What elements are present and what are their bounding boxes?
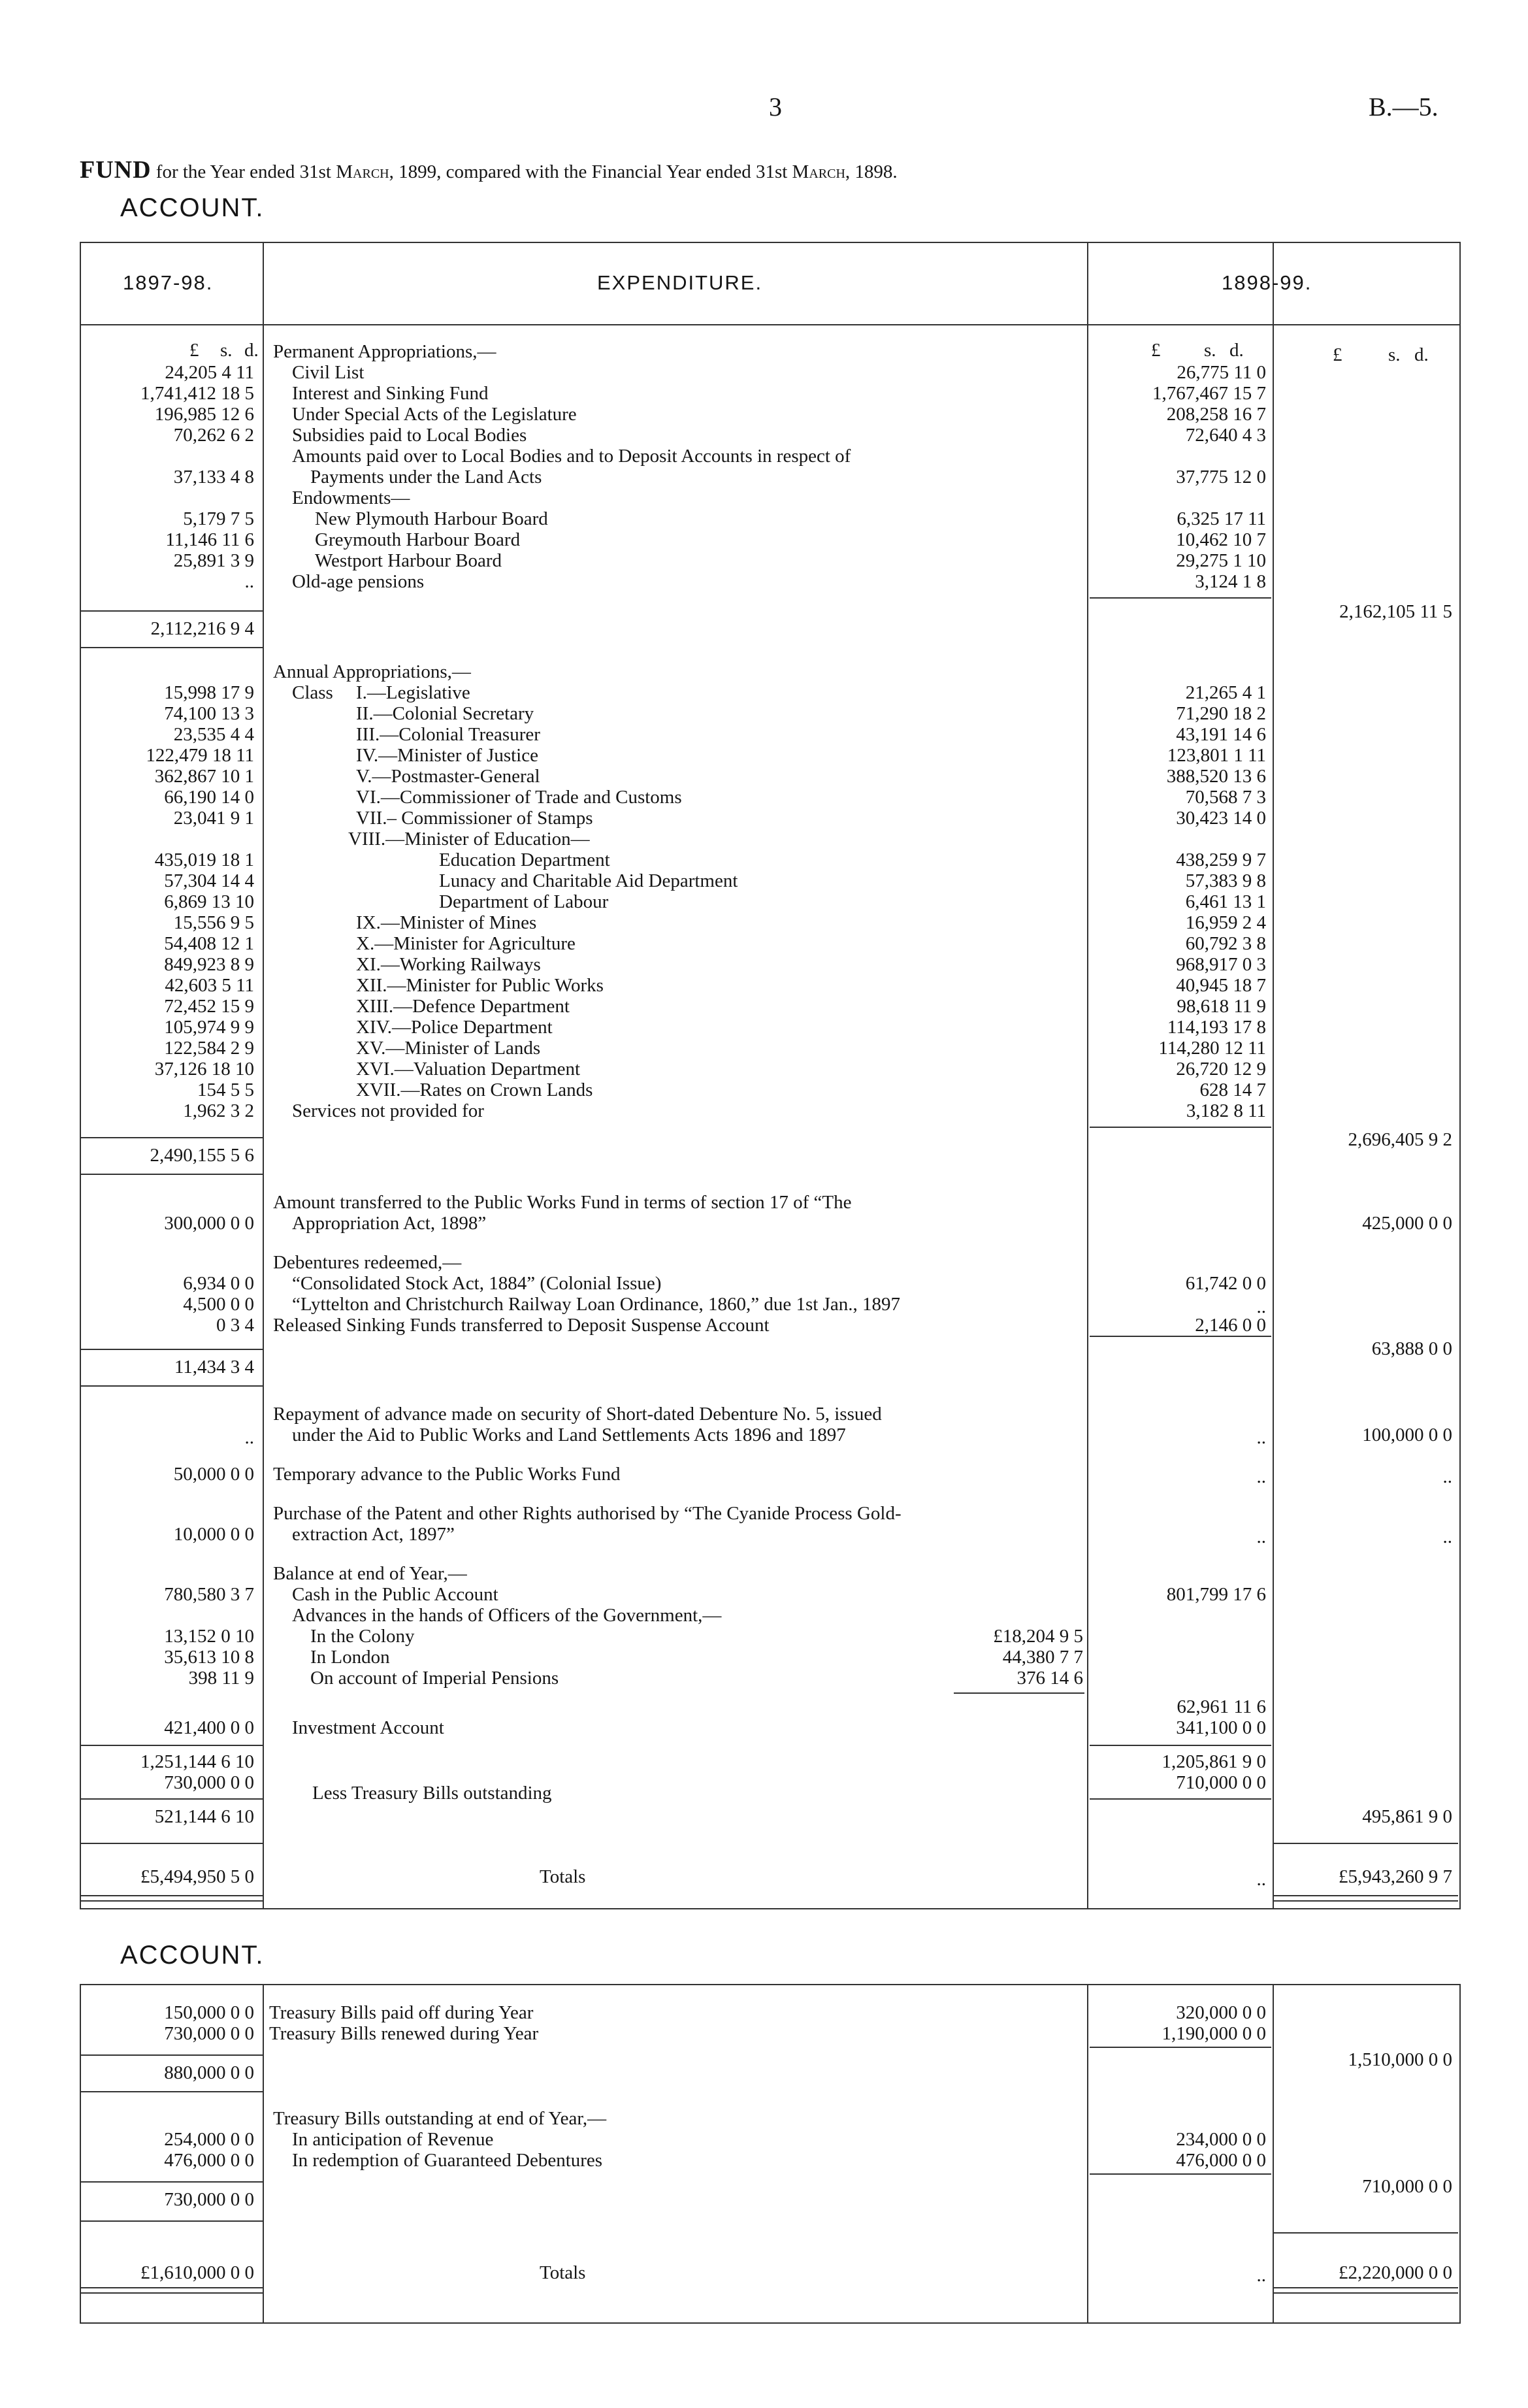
amount-1899: 71,290 18 2 (1176, 703, 1266, 724)
fund-word: FUND (80, 156, 152, 184)
row-label: IX.—Minister of Mines (356, 912, 537, 933)
subtotal-1897: 880,000 0 0 (164, 2062, 254, 2083)
total-rule (80, 1895, 263, 1902)
amount-1899: 62,961 11 6 (1177, 1696, 1266, 1717)
subtitle-march-2: March (792, 161, 845, 182)
subtotal-rule (1090, 2173, 1271, 2175)
section-heading-account: ACCOUNT. (120, 193, 265, 222)
row-label: New Plymouth Harbour Board (315, 508, 548, 529)
amount-1899: 801,799 17 6 (1166, 1584, 1266, 1605)
amount-1897: 15,998 17 9 (164, 682, 254, 703)
subtotal-rule (80, 610, 263, 612)
amount-1897: 5,179 7 5 (183, 508, 254, 529)
amount-1897: 1,962 3 2 (183, 1100, 254, 1121)
amount-1897: 15,556 9 5 (173, 912, 254, 933)
amount-1899: 341,100 0 0 (1176, 1717, 1266, 1738)
total-1899: £2,220,000 0 0 (1339, 2262, 1452, 2283)
amount-1899: 388,520 13 6 (1166, 766, 1266, 787)
row-label: Subsidies paid to Local Bodies (292, 425, 527, 446)
subtotal-rule (80, 2181, 263, 2183)
amount-1897: 476,000 0 0 (164, 2150, 254, 2171)
totals-label: Totals (540, 1866, 586, 1887)
subtitle-pre: for the Year ended 31st (155, 161, 331, 182)
page-title (80, 156, 898, 184)
amount-1899: 26,775 11 0 (1177, 362, 1266, 383)
amount-1897: .. (244, 1427, 254, 1448)
row-label: II.—Colonial Secretary (356, 703, 534, 724)
row-label: Westport Harbour Board (315, 550, 502, 571)
row-label: Amounts paid over to Local Bodies and to Deposit Accounts in respect of (292, 446, 851, 467)
subtotal-rule (1274, 1843, 1458, 1844)
class-word: Class (292, 682, 333, 703)
row-label: V.—Postmaster-General (356, 766, 540, 787)
header-rule (80, 324, 1459, 325)
amount-1897: 72,452 15 9 (164, 996, 254, 1017)
amount-1897: 196,985 12 6 (154, 404, 254, 425)
subtotal-rule (80, 1349, 263, 1350)
amount-1897: 6,934 0 0 (183, 1273, 254, 1294)
row-label: Released Sinking Funds transferred to Deposit Suspense Account (273, 1315, 770, 1336)
section-label-permanent: Permanent Appropriations,— (273, 341, 496, 362)
total-rule (1274, 2287, 1458, 2294)
row-label: In the Colony (310, 1626, 415, 1647)
unit-pence: d. (1414, 344, 1429, 365)
amount-1897: 4,500 0 0 (183, 1294, 254, 1315)
subtotal-1899: 495,861 9 0 (1362, 1806, 1452, 1827)
row-label: Civil List (292, 362, 365, 383)
row-label: X.—Minister for Agriculture (356, 933, 576, 954)
subtotal-1899: 2,162,105 11 5 (1339, 601, 1452, 622)
amount-1897: 50,000 0 0 (173, 1464, 254, 1485)
totals-label: Totals (540, 2262, 586, 2283)
column-header-expenditure: EXPENDITURE. (597, 271, 763, 294)
row-label: Greymouth Harbour Board (315, 529, 521, 550)
row-label: Under Special Acts of the Legislature (292, 404, 577, 425)
inner-amount: 44,380 7 7 (1002, 1647, 1083, 1668)
amount-1899: 60,792 3 8 (1185, 933, 1266, 954)
row-label: extraction Act, 1897” (292, 1524, 455, 1545)
amount-1899: 320,000 0 0 (1176, 2002, 1266, 2023)
unit-shillings: s. (220, 340, 233, 361)
amount-1899: 123,801 1 11 (1167, 745, 1266, 766)
amount-1899: 234,000 0 0 (1176, 2129, 1266, 2150)
subtotal-rule (1274, 2232, 1458, 2234)
row-label: Balance at end of Year,— (273, 1563, 467, 1584)
subtotal-1897: 2,112,216 9 4 (150, 618, 254, 639)
amount-1899: 61,742 0 0 (1185, 1273, 1266, 1294)
amount-1897: 780,580 3 7 (164, 1584, 254, 1605)
amount-1897: 105,974 9 9 (164, 1017, 254, 1038)
subtotal-rule (1090, 1745, 1271, 1746)
amount-1897: 25,891 3 9 (173, 550, 254, 571)
amount-1899: .. (1256, 1427, 1266, 1448)
inner-amount: 376 14 6 (1016, 1668, 1083, 1689)
amount-1899: 6,325 17 11 (1177, 508, 1266, 529)
subtotal-rule (80, 1798, 263, 1800)
subtotal-rule (80, 2054, 263, 2056)
amount-1897: 37,126 18 10 (154, 1059, 254, 1080)
row-label: XVII.—Rates on Crown Lands (356, 1080, 593, 1100)
amount-1897: 362,867 10 1 (154, 766, 254, 787)
unit-pound: £ (1333, 344, 1342, 365)
row-label: IV.—Minister of Justice (356, 745, 538, 766)
row-label: “Consolidated Stock Act, 1884” (Colonial Issue) (292, 1273, 662, 1294)
subtitle-mid: , 1899, compared with the Financial Year ended 31st (389, 161, 788, 182)
row-label: Lunacy and Charitable Aid Department (439, 870, 738, 891)
total-1899-inner: .. (1256, 2265, 1266, 2286)
page-number: 3 (769, 92, 782, 122)
amount-1899: 70,568 7 3 (1185, 787, 1266, 808)
subtotal-rule (1090, 2047, 1271, 2048)
amount-1897: 42,603 5 11 (165, 975, 254, 996)
amount-1897: 421,400 0 0 (164, 1717, 254, 1738)
column-divider (1273, 1984, 1274, 2322)
row-label: Repayment of advance made on security of Short-dated Debenture No. 5, issued (273, 1404, 882, 1425)
row-label: Education Department (439, 849, 610, 870)
subtotal-1899: 63,888 0 0 (1371, 1338, 1452, 1359)
row-label: In anticipation of Revenue (292, 2129, 494, 2150)
subtitle-march-1: March (336, 161, 389, 182)
amount-1899: 3,182 8 11 (1186, 1100, 1266, 1121)
row-label: under the Aid to Public Works and Land Settlements Acts 1896 and 1897 (292, 1425, 846, 1445)
amount-1897: 730,000 0 0 (164, 2023, 254, 2044)
amount-1897: 1,251,144 6 10 (140, 1751, 254, 1772)
subtotal-rule (1090, 597, 1271, 599)
amount-1897: 150,000 0 0 (164, 2002, 254, 2023)
unit-pence: d. (1229, 340, 1244, 361)
amount-1897: 23,535 4 4 (173, 724, 254, 745)
subtotal-1897: 521,144 6 10 (154, 1806, 254, 1827)
amount-1897: 54,408 12 1 (164, 933, 254, 954)
row-label: I.—Legislative (356, 682, 470, 703)
row-label: VIII.—Minister of Education— (348, 829, 590, 849)
row-label: Interest and Sinking Fund (292, 383, 489, 404)
amount-1897: 154 5 5 (197, 1080, 254, 1100)
row-label: Appropriation Act, 1898” (292, 1213, 487, 1234)
unit-pound: £ (189, 340, 199, 361)
column-divider (1273, 242, 1274, 1908)
subtotal-rule (80, 2091, 263, 2092)
row-label: XVI.—Valuation Department (356, 1059, 581, 1080)
amount-1899: 968,917 0 3 (1176, 954, 1266, 975)
subtotal-1897: 730,000 0 0 (164, 2189, 254, 2210)
subtotal-rule (80, 647, 263, 648)
column-header-1899: 1898-99. (1222, 271, 1312, 294)
section-heading-account: ACCOUNT. (120, 1941, 265, 1970)
amount-1899: 6,461 13 1 (1185, 891, 1266, 912)
subtotal-rule (80, 1385, 263, 1387)
row-label: In London (310, 1647, 390, 1668)
amount-1899: 16,959 2 4 (1185, 912, 1266, 933)
amount-1897: 23,041 9 1 (173, 808, 254, 829)
row-label: Debentures redeemed,— (273, 1252, 462, 1273)
subtotal-rule (80, 1137, 263, 1138)
row-label: Treasury Bills outstanding at end of Year,— (273, 2108, 607, 2129)
unit-shillings: s. (1388, 344, 1401, 365)
amount-1897: 0 3 4 (216, 1315, 254, 1336)
column-header-1897: 1897-98. (123, 271, 214, 294)
column-divider (263, 1984, 264, 2322)
amount-1899: 2,146 0 0 (1195, 1315, 1266, 1336)
row-label: Treasury Bills renewed during Year (269, 2023, 539, 2044)
column-divider (263, 242, 264, 1908)
row-label: “Lyttelton and Christchurch Railway Loan Ordinance, 1860,” due 1st Jan., 1897 (292, 1294, 901, 1315)
row-label: Investment Account (292, 1717, 444, 1738)
amount-1899: .. (1256, 1296, 1266, 1317)
row-label: III.—Colonial Treasurer (356, 724, 540, 745)
amount-1897: 730,000 0 0 (164, 1772, 254, 1793)
amount-1899: 21,265 4 1 (1185, 682, 1266, 703)
amount-1897: .. (244, 571, 254, 592)
amount-1899: 72,640 4 3 (1185, 425, 1266, 446)
inner-amount: £18,204 9 5 (993, 1626, 1083, 1647)
document-reference: B.—5. (1369, 92, 1439, 122)
amount-1899: 43,191 14 6 (1176, 724, 1266, 745)
amount-1897: 849,923 8 9 (164, 954, 254, 975)
subtotal-1899: 2,696,405 9 2 (1348, 1129, 1452, 1150)
amount-1899: 29,275 1 10 (1176, 550, 1266, 571)
subtotal-rule (80, 2220, 263, 2222)
unit-pence: d. (244, 340, 259, 361)
amount-1899: 40,945 18 7 (1176, 975, 1266, 996)
amount-1899-total: 425,000 0 0 (1362, 1213, 1452, 1234)
amount-1899-total: .. (1442, 1466, 1452, 1487)
subtotal-rule (1090, 1127, 1271, 1128)
amount-1899: 30,423 14 0 (1176, 808, 1266, 829)
subtotal-rule (954, 1692, 1084, 1694)
amount-1897: 435,019 18 1 (154, 849, 254, 870)
row-label: XIV.—Police Department (356, 1017, 553, 1038)
amount-1899: 10,462 10 7 (1176, 529, 1266, 550)
subtotal-rule (80, 1843, 263, 1844)
subtotal-1897: 11,434 3 4 (174, 1357, 254, 1377)
column-divider (1087, 242, 1088, 1908)
row-label: XII.—Minister for Public Works (356, 975, 604, 996)
amount-1899: 26,720 12 9 (1176, 1059, 1266, 1080)
row-label: Advances in the hands of Officers of the Government,— (292, 1605, 722, 1626)
amount-1897: 74,100 13 3 (164, 703, 254, 724)
amount-1899: 1,767,467 15 7 (1152, 383, 1266, 404)
row-label: Purchase of the Patent and other Rights authorised by “The Cyanide Process Gold- (273, 1503, 902, 1524)
amount-1899-total: 100,000 0 0 (1362, 1425, 1452, 1445)
amount-1897: 70,262 6 2 (173, 425, 254, 446)
amount-1897: 57,304 14 4 (164, 870, 254, 891)
amount-1897: 66,190 14 0 (164, 787, 254, 808)
row-label: VI.—Commissioner of Trade and Customs (356, 787, 682, 808)
amount-1899: 57,383 9 8 (1185, 870, 1266, 891)
amount-1897: 122,479 18 11 (146, 745, 254, 766)
column-divider (1087, 1984, 1088, 2322)
total-1899: £5,943,260 9 7 (1339, 1866, 1452, 1887)
row-label: XV.—Minister of Lands (356, 1038, 541, 1059)
amount-1897: 300,000 0 0 (164, 1213, 254, 1234)
total-rule (1274, 1895, 1458, 1902)
subtotal-rule (80, 1174, 263, 1175)
amount-1899: 3,124 1 8 (1195, 571, 1266, 592)
amount-1899: .. (1256, 1526, 1266, 1547)
row-label: In redemption of Guaranteed Debentures (292, 2150, 603, 2171)
unit-pound: £ (1151, 340, 1161, 361)
row-label: Old-age pensions (292, 571, 425, 592)
amount-1899: 1,205,861 9 0 (1162, 1751, 1266, 1772)
amount-1897: 11,146 11 6 (165, 529, 254, 550)
subtotal-rule (80, 1745, 263, 1746)
amount-1899: 476,000 0 0 (1176, 2150, 1266, 2171)
amount-1897: 254,000 0 0 (164, 2129, 254, 2150)
amount-1899: 208,258 16 7 (1166, 404, 1266, 425)
row-label: VII.– Commissioner of Stamps (356, 808, 593, 829)
amount-1899-total: .. (1442, 1526, 1452, 1547)
subtotal-1897: 2,490,155 5 6 (150, 1145, 254, 1166)
amount-1897: 24,205 4 11 (165, 362, 254, 383)
subtotal-rule (1090, 1798, 1271, 1800)
amount-1899: 1,190,000 0 0 (1162, 2023, 1266, 2044)
amount-1899: 114,280 12 11 (1158, 1038, 1266, 1059)
row-label: Treasury Bills paid off during Year (269, 2002, 534, 2023)
amount-1897: 10,000 0 0 (173, 1524, 254, 1545)
row-label: Department of Labour (439, 891, 609, 912)
amount-1897: 398 11 9 (188, 1668, 254, 1689)
row-label: Cash in the Public Account (292, 1584, 498, 1605)
amount-1897: 13,152 0 10 (164, 1626, 254, 1647)
amount-1899: 98,618 11 9 (1177, 996, 1266, 1017)
row-label: Endowments— (292, 487, 410, 508)
total-1897: £5,494,950 5 0 (140, 1866, 254, 1887)
amount-1899: 37,775 12 0 (1176, 467, 1266, 487)
row-label: Less Treasury Bills outstanding (312, 1783, 552, 1804)
total-1899-inner: .. (1256, 1869, 1266, 1890)
amount-1899: 710,000 0 0 (1176, 1772, 1266, 1793)
amount-1897: 1,741,412 18 5 (140, 383, 254, 404)
subtotal-1899: 710,000 0 0 (1362, 2176, 1452, 2197)
total-1897: £1,610,000 0 0 (140, 2262, 254, 2283)
subtitle-end: , 1898. (845, 161, 898, 182)
amount-1899: 438,259 9 7 (1176, 849, 1266, 870)
total-rule (80, 2287, 263, 2294)
amount-1897: 6,869 13 10 (164, 891, 254, 912)
subtotal-1899: 1,510,000 0 0 (1348, 2049, 1452, 2070)
section-label-annual: Annual Appropriations,— (273, 661, 471, 682)
row-label: Payments under the Land Acts (310, 467, 542, 487)
amount-1897: 122,584 2 9 (164, 1038, 254, 1059)
row-label: Services not provided for (292, 1100, 484, 1121)
row-label: XIII.—Defence Department (356, 996, 570, 1017)
amount-1897: 35,613 10 8 (164, 1647, 254, 1668)
unit-shillings: s. (1204, 340, 1216, 361)
subtotal-rule (1090, 1336, 1271, 1337)
row-label: Temporary advance to the Public Works Fund (273, 1464, 621, 1485)
amount-1899: .. (1256, 1466, 1266, 1487)
amount-1899: 628 14 7 (1199, 1080, 1266, 1100)
row-label: XI.—Working Railways (356, 954, 541, 975)
row-label: On account of Imperial Pensions (310, 1668, 559, 1689)
amount-1897: 37,133 4 8 (173, 467, 254, 487)
row-label: Amount transferred to the Public Works Fund in terms of section 17 of “The (273, 1192, 852, 1213)
amount-1899: 114,193 17 8 (1167, 1017, 1266, 1038)
